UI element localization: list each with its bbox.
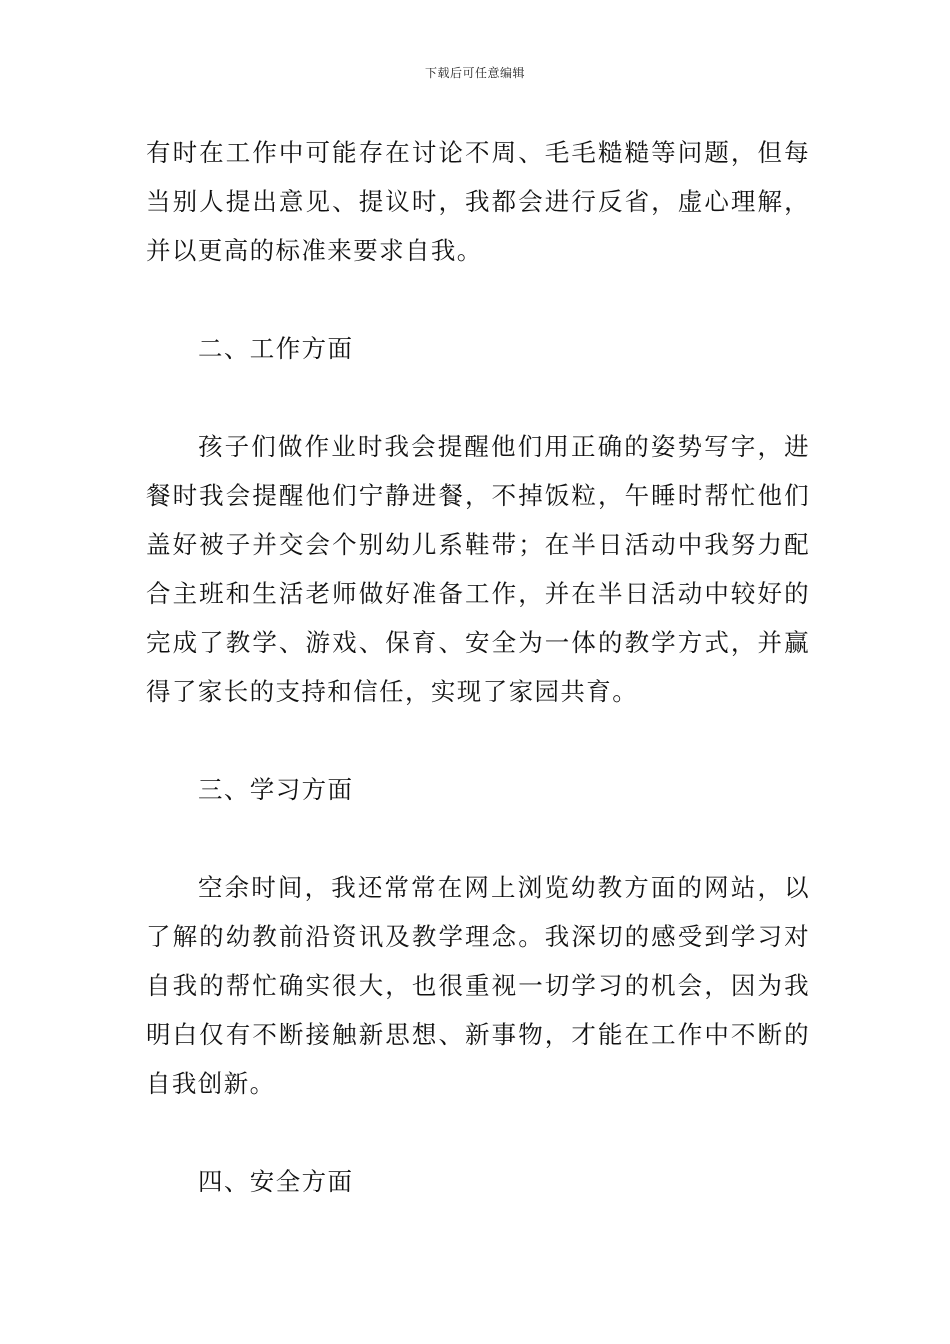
paragraph-self-reflection: 有时在工作中可能存在讨论不周、毛毛糙糙等问题，但每当别人提出意见、提议时，我都会进行反省，虚心理解，并以更高的标准来要求自我。 — [146, 138, 810, 265]
paragraph-spacer — [146, 275, 810, 324]
document-body — [146, 128, 810, 1206]
paragraph-spacer — [146, 716, 810, 765]
paragraph-spacer — [146, 814, 810, 863]
page-header: 下载后可任意编辑 — [424, 66, 525, 80]
paragraph-study: 空余时间，我还常常在网上浏览幼教方面的网站，以了解的幼教前沿资讯及教学理念。我深切的感受到学习对自我的帮忙确实很大，也很重视一切学习的机会，因为我明白仅有不断接触新思想、新事物，才能在工作中不断的自我创新。 — [146, 873, 810, 1098]
section-heading-study: 三、学习方面 — [198, 775, 354, 804]
paragraph-spacer — [146, 373, 810, 422]
paragraph-spacer — [146, 1108, 810, 1157]
section-heading-safety: 四、安全方面 — [198, 1167, 354, 1196]
paragraph-work: 孩子们做作业时我会提醒他们用正确的姿势写字，进餐时我会提醒他们宁静进餐，不掉饭粒，午睡时帮忙他们盖好被子并交会个别幼儿系鞋带；在半日活动中我努力配合主班和生活老师做好准备工作，并在半日活动中较好的完成了教学、游戏、保育、安全为一体的教学方式，并赢得了家长的支持和信任，实现了家园共育。 — [146, 432, 810, 706]
section-heading-work: 二、工作方面 — [198, 334, 354, 363]
